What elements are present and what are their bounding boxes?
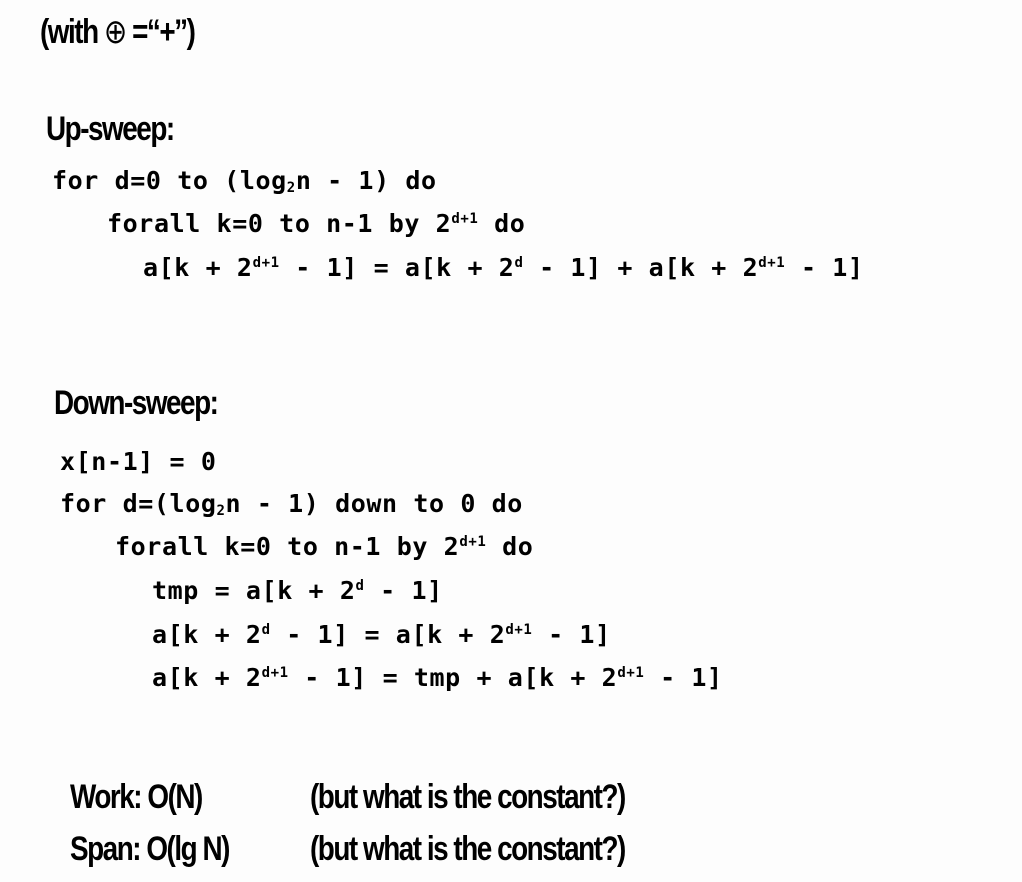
downsweep-code-line-2: for $d=(\log_2n - 1)$ down to 0 do: [60, 489, 523, 519]
downsweep-code-line-3: forall k=0 to n-1 by $2^{d+1}$ do: [115, 532, 534, 561]
downsweep-code-line-5: $a[k + 2^d - 1] = a[k + 2^{d+1} - 1]$: [152, 620, 611, 649]
downsweep-code-line-4: tmp = $a[k + 2^d - 1]$: [152, 576, 443, 605]
upsweep-code-line-2: forall k=0 to n-1 by $2^{d+1}$ do: [107, 209, 526, 238]
upsweep-code-line-1: for d=0 to $(\log_2n - 1)$ do: [52, 166, 437, 196]
downsweep-code-line-1: x[n-1] = 0: [60, 447, 217, 476]
span-label: Span: O(lg N): [70, 830, 229, 868]
span-note: (but what is the constant?): [310, 830, 625, 868]
work-label: Work: O(N): [70, 778, 202, 816]
downsweep-code-line-6: $a[k + 2^{d+1} - 1]$ = tmp + $a[k + 2^{d+1} - 1]$: [152, 663, 723, 692]
operator-note: (with ⊕ =“+”): [40, 13, 195, 51]
oplus-symbol: ⊕: [103, 13, 126, 51]
upsweep-heading: Up-sweep:: [46, 110, 174, 148]
work-note: (but what is the constant?): [310, 778, 625, 816]
downsweep-heading: Down-sweep:: [54, 384, 218, 422]
upsweep-code-line-3: $a[k + 2^{d+1} - 1] = a[k + 2^d - 1] + a[k + 2^{d+1} - 1]$: [143, 253, 864, 282]
